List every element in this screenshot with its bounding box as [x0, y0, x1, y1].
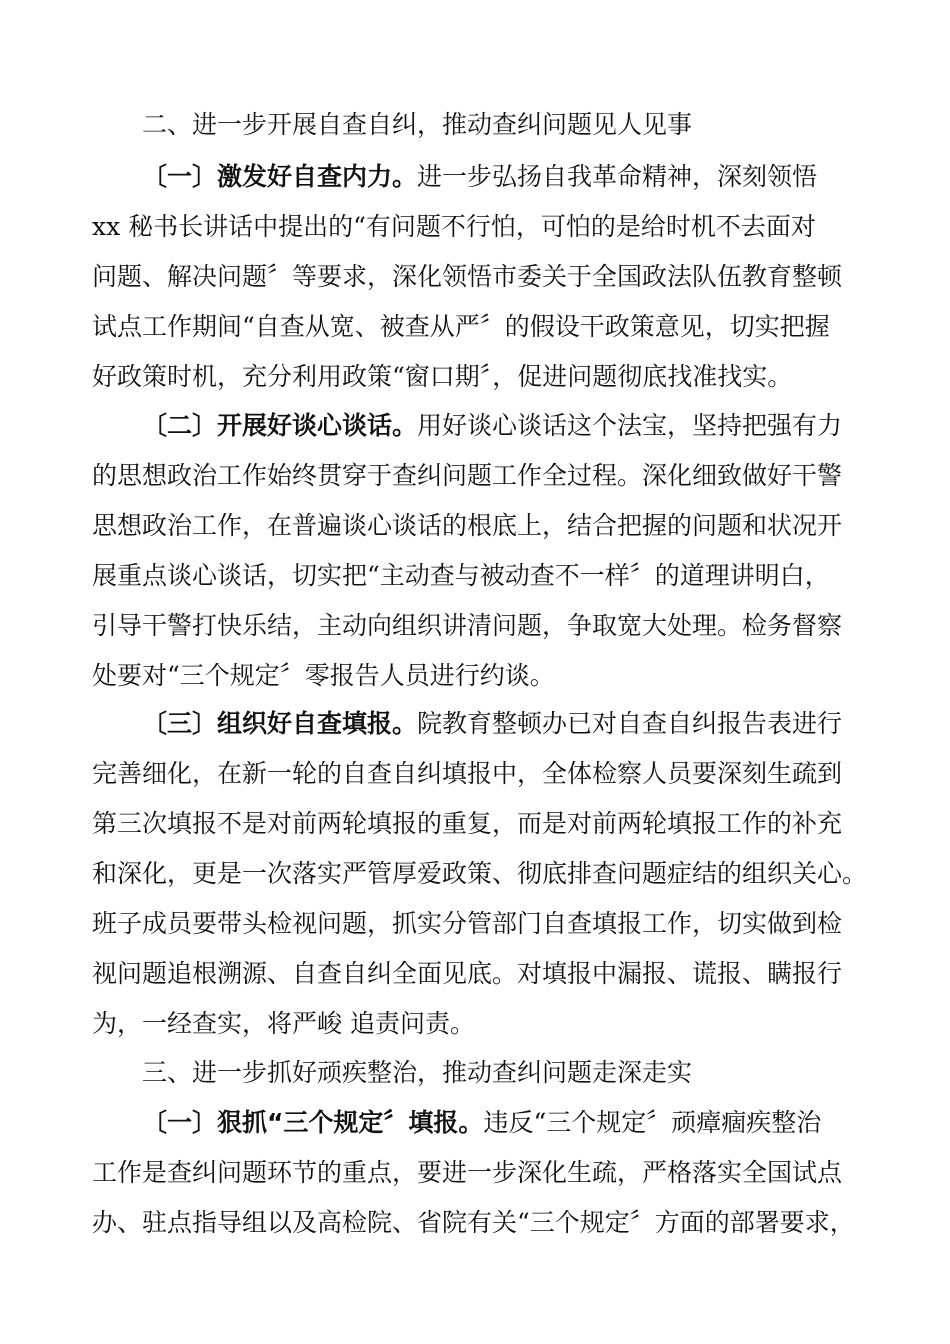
paragraph-2-3-line-5: 班子成员要带头检视问题，抓实分管部门自查填报工作，切实做到检	[92, 909, 843, 938]
paragraph-2-3-line-3: 第三次填报不是对前两轮填报的重复，而是对前两轮填报工作的补充	[92, 809, 843, 838]
paragraph-text: 进一步弘扬自我革命精神，深刻领悟	[417, 162, 818, 191]
paragraph-3-1-line-3: 办、驻点指导组以及高检院、省院有关“三个规定〞方面的部署要求，	[92, 1208, 855, 1237]
paragraph-2-2-line-2: 的思想政治工作始终贯穿于查纠问题工作全过程。深化细致做好干警	[92, 461, 843, 490]
paragraph-text: 院教育整顿办已对自查自纠报告表进行	[417, 709, 843, 738]
paragraph-2-1-line-3: 问题、解决问题〞等要求，深化领悟市委关于全国政法队伍教育整顿	[92, 262, 843, 291]
paragraph-2-2-line-6: 处要对“三个规定〞零报告人员进行约谈。	[92, 661, 555, 690]
paragraph-2-1-line-1	[142, 160, 817, 194]
section-3-heading: 三、进一步抓好顽疾整治，推动查纠问题走深走实	[142, 1058, 693, 1087]
paragraph-text: 违反“三个规定〞顽瘴痼疾整治	[483, 1108, 822, 1137]
paragraph-2-1-line-5: 好政策时机，充分利用政策“窗口期〞，促进问题彻底找准找实。	[92, 362, 793, 391]
paragraph-2-1-line-2: xx 秘书长讲话中提出的“有问题不行怕，可怕的是给时机不去面对	[92, 212, 816, 241]
paragraph-2-2-line-5: 引导干警打快乐结，主动向组织讲清问题，争取宽大处理。检务督察	[92, 611, 843, 640]
section-2-heading: 二、进一步开展自查自纠，推动查纠问题见人见事	[142, 110, 693, 139]
paragraph-lead: 〔一〕激发好自查内力。	[142, 162, 418, 191]
paragraph-3-1-line-2: 工作是查纠问题环节的重点，要进一步深化生疏，严格落实全国试点	[92, 1158, 843, 1187]
paragraph-2-3-line-6: 视问题追根溯源、自查自纠全面见底。对填报中漏报、谎报、瞒报行	[92, 959, 843, 988]
paragraph-lead: 〔二〕开展好谈心谈话。	[142, 411, 418, 440]
paragraph-lead: 〔一〕狠抓“三个规定〞填报。	[142, 1108, 484, 1137]
paragraph-2-3-line-4: 和深化，更是一次落实严管厚爱政策、彻底排查问题症结的组织关心。	[92, 859, 868, 888]
paragraph-2-3-line-1	[142, 707, 842, 741]
paragraph-2-2-line-3: 思想政治工作，在普遍谈心谈话的根底上，结合把握的问题和状况开	[92, 511, 843, 540]
paragraph-lead: 〔三〕组织好自查填报。	[142, 709, 418, 738]
paragraph-2-2-line-4: 展重点谈心谈话，切实把“主动查与被动查不一样〞的道理讲明白，	[92, 561, 830, 590]
paragraph-2-1-line-4: 试点工作期间“自查从宽、被查从严〞的假设干政策意见，切实把握	[92, 312, 830, 341]
paragraph-text: 用好谈心谈话这个法宝，坚持把强有力	[417, 411, 843, 440]
paragraph-3-1-line-1	[142, 1106, 821, 1140]
paragraph-2-3-line-7: 为，一经查实，将严峻 追责问责。	[92, 1009, 475, 1038]
paragraph-2-2-line-1	[142, 409, 842, 443]
paragraph-2-3-line-2: 完善细化，在新一轮的自查自纠填报中，全体检察人员要深刻生疏到	[92, 759, 843, 788]
